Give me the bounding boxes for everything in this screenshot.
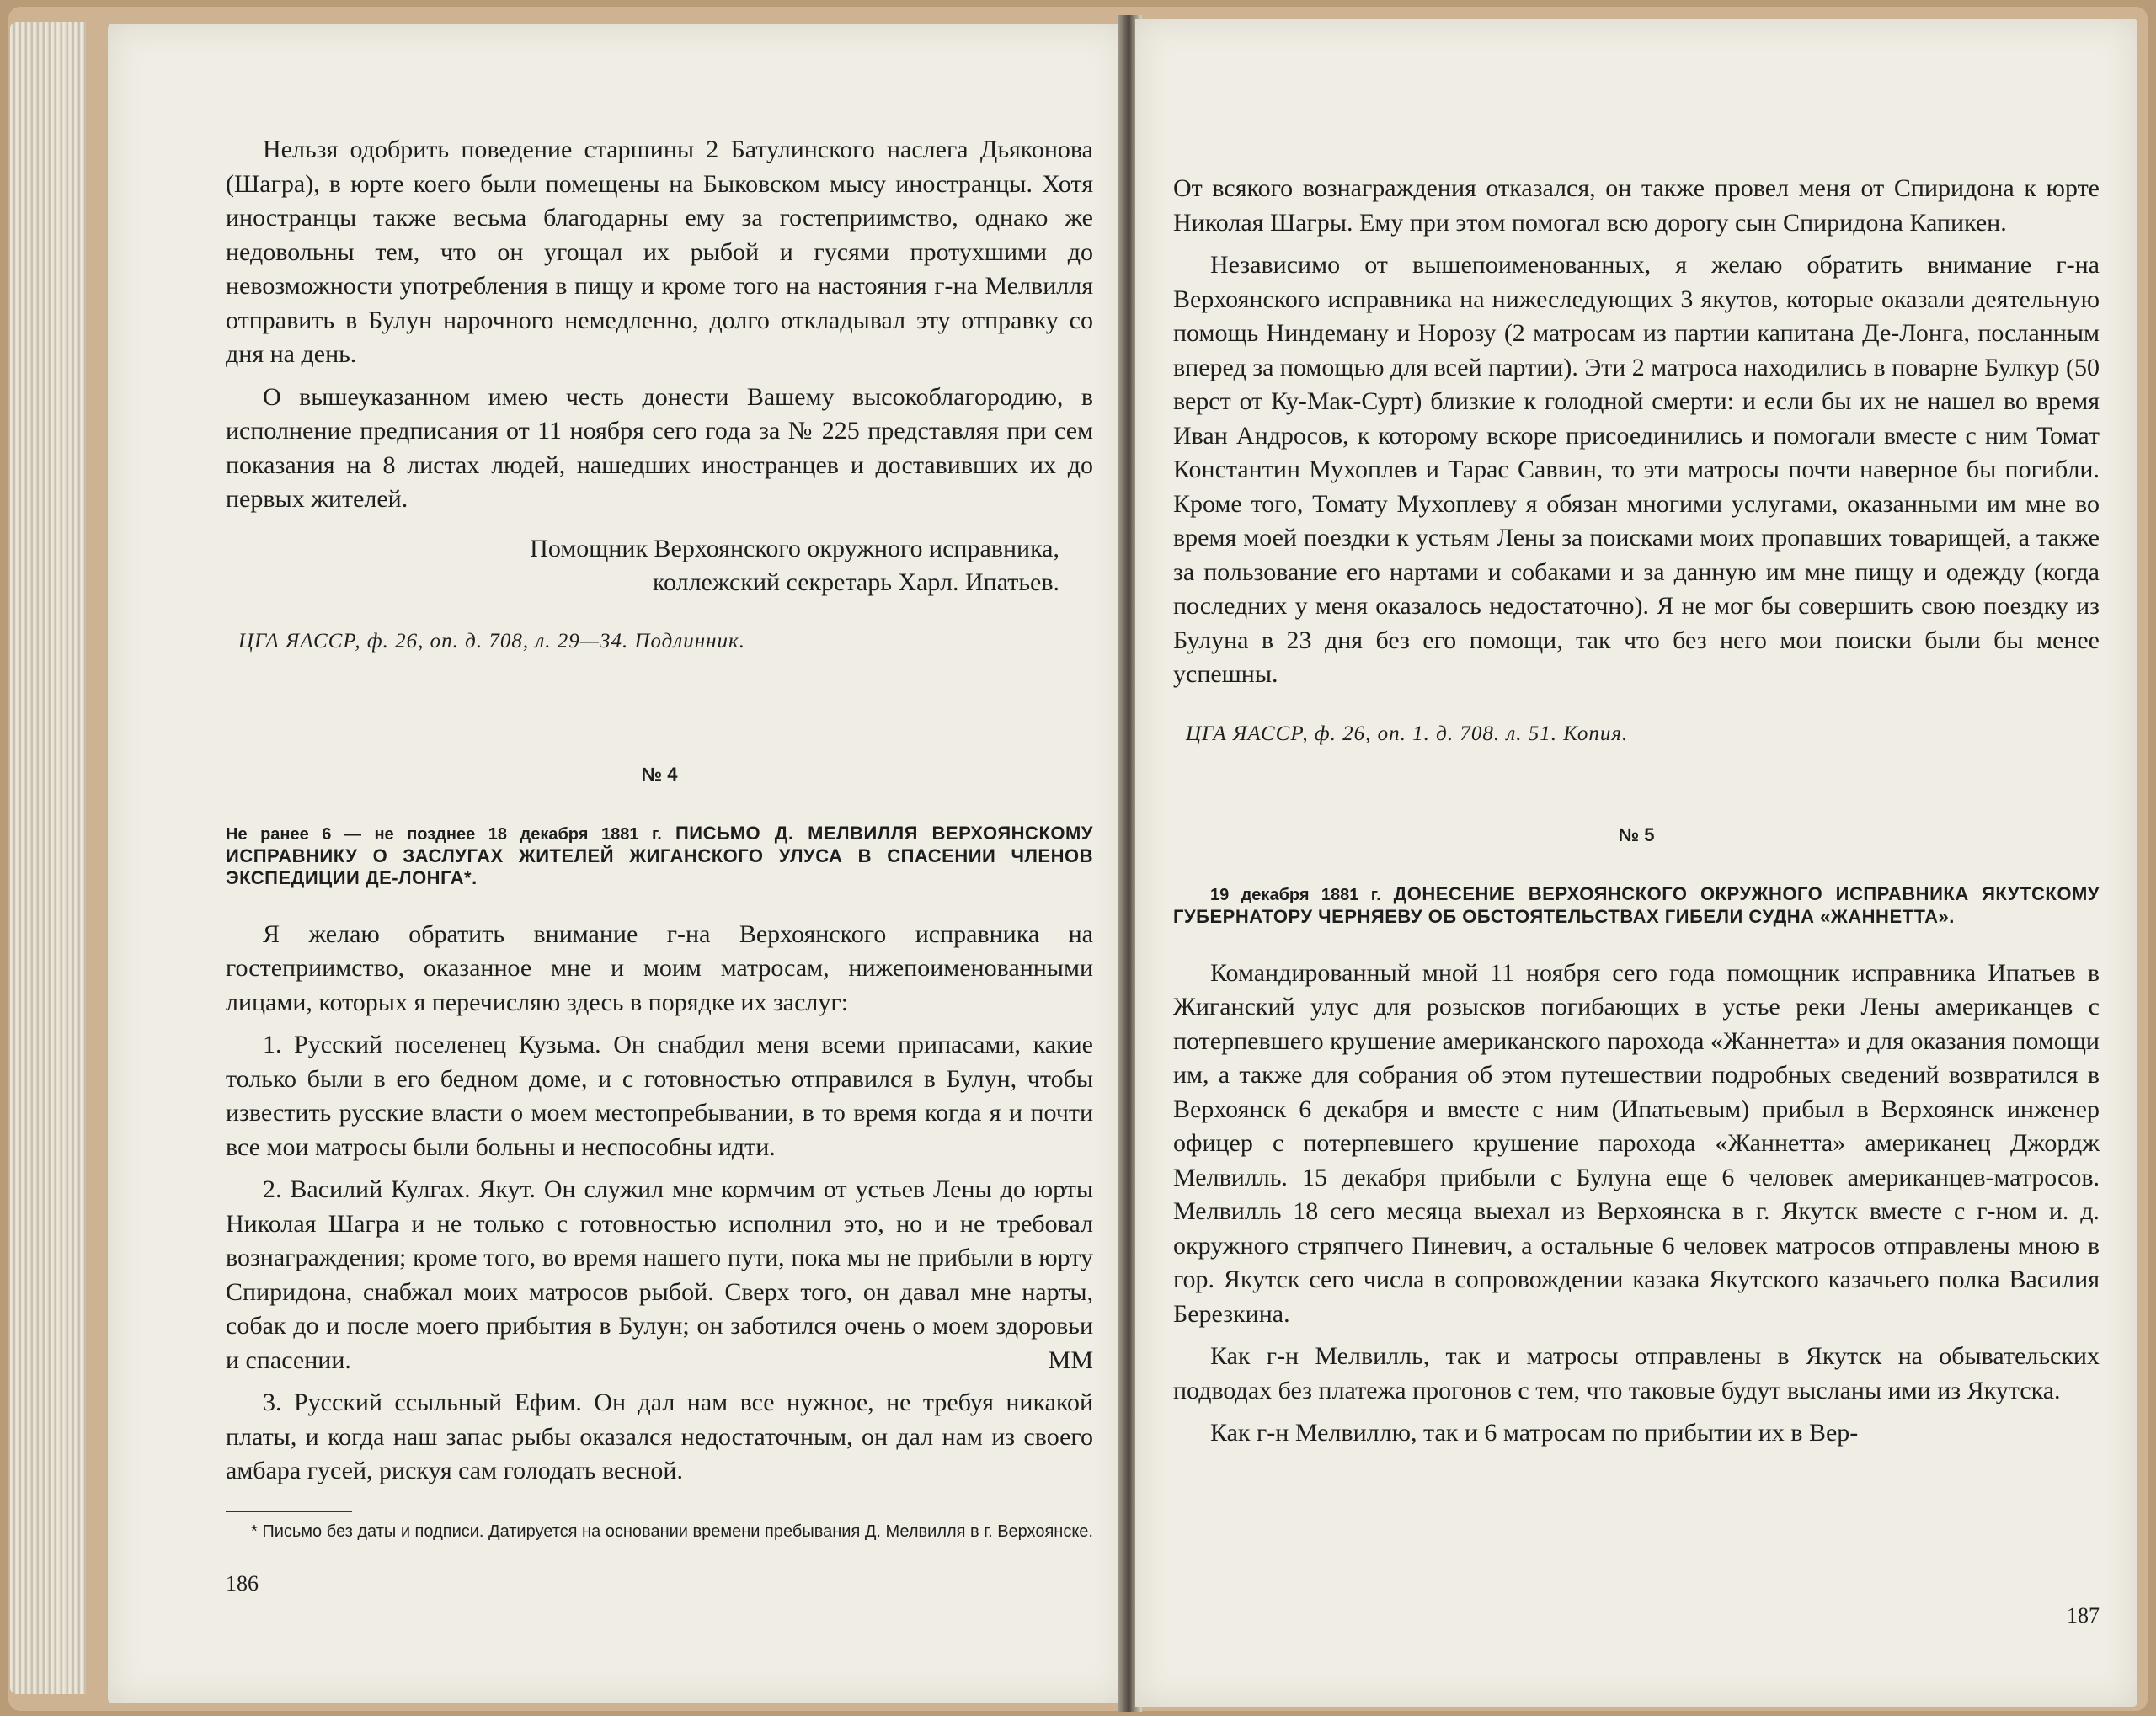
signature-line: коллежский секретарь Харл. Ипатьев.: [652, 568, 1059, 596]
signature-block: [226, 532, 1059, 600]
right-page-text: [1173, 172, 2100, 1459]
left-page-text: [226, 133, 1093, 1543]
page-edges: [10, 22, 86, 1694]
document-heading: [226, 823, 1093, 889]
page-number: 187: [2067, 1603, 2100, 1628]
paragraph-text: 2. Василий Кулгах. Якут. Он служил мне кормчим от устьев Лены до юрты Николая Шагра и не только с готовностью исполнил это, но и не требовал вознаграждения; кроме того, во время нашего пути, пока мы не прибыли в юрту Спиридона, снабжал моих матросов рыбой. Сверх того, он давал мне нарты, собак до и после моего прибытия в Булун; он заботился очень о моем здоровьи и спасении.: [226, 1175, 1093, 1374]
document-heading: [1173, 883, 2100, 928]
archive-reference: ЦГА ЯАССР, ф. 26, оп. 1. д. 708. л. 51. Копия.: [1186, 722, 1629, 745]
heading-title: ПИСЬМО Д. МЕЛВИЛЛЯ ВЕРХОЯНСКОМУ ИСПРАВНИКУ О ЗАСЛУГАХ ЖИТЕЛЕЙ ЖИГАНСКОГО УЛУСА В СПАСЕНИИ ЧЛЕНОВ ЭКСПЕДИЦИИ ДЕ-ЛОНГА*.: [226, 822, 1093, 888]
heading-date: 19 декабря 1881 г.: [1210, 885, 1381, 904]
paragraph: Независимо от вышепоименованных, я желаю обратить внимание г-на Верхоянского исправника на нижеследующих 3 якутов, которые оказали деятельную помощь Ниндеману и Норозу (2 матросам из партии капитана Де-Лонга, посланным вперед за помощью для всей партии). Эти 2 матроса находились в поварне Булкур (50 верст от Ку-Мак-Сурт) близкие к голодной смерти: и если бы их не нашел во время Иван Андросов, к которому вскоре присоединились и помогали вместе с ним Томат Константин Мухоплев и Тарас Саввин, то эти матросы почти наверное бы погибли. Кроме того, Томату Мухоплеву я обязан многими услугами, оказанными им мне во время моей поездки к устьям Лены за поисками моих пропавших товарищей, а также за пользование его нартами и собаками и за данную им мне пищу и одежду (когда последних у меня оказалось недостаточно). Я не мог бы совершить свою поездку из Булуна в 23 дня без его помощи, так что без него мои поиски были бы менее успешны.: [1173, 251, 2100, 688]
footnote: * Письмо без даты и подписи. Датируется на основании времени пребывания Д. Мелвилля в г. Верхоянске.: [251, 1521, 1093, 1541]
heading-title: ДОНЕСЕНИЕ ВЕРХОЯНСКОГО ОКРУЖНОГО ИСПРАВНИКА ЯКУТСКОМУ ГУБЕРНАТОРУ ЧЕРНЯЕВУ ОБ ОБСТОЯТЕЛЬСТВАХ ГИБЕЛИ СУДНА «ЖАННЕТТА».: [1173, 882, 2100, 927]
paragraph: [226, 1173, 1093, 1378]
paragraph: О вышеуказанном имею честь донести Вашему высокоблагородию, в исполнение предписания от 11 ноября сего года за № 225 представляя при сем показания на 8 листах людей, нашедших иностранцев и доставивших их до первых жителей.: [226, 382, 1093, 513]
document-number: № 4: [641, 764, 678, 785]
paragraph: Как г-н Мелвиллю, так и 6 матросам по прибытии их в Вер-: [1210, 1419, 1859, 1447]
heading-date: Не ранее 6 — не позднее 18 декабря 1881 г.: [226, 824, 662, 844]
document-number: № 5: [1618, 824, 1655, 845]
paragraph: Я желаю обратить внимание г-на Верхоянского исправника на гостеприимство, оказанное мне и моим матросам, нижепоименованными лицами, которых я перечисляю здесь в порядке их заслуг:: [226, 919, 1093, 1016]
paragraph: От всякого вознаграждения отказался, он также провел меня от Спиридона к юрте Николая Шагры. Ему при этом помогал всю дорогу сын Спиридона Капикен.: [1173, 174, 2100, 237]
right-page: [1135, 19, 2137, 1707]
footnote-rule: [226, 1511, 352, 1512]
margin-mark: ММ: [1048, 1346, 1093, 1374]
signature-line: Помощник Верхоянского окружного исправника,: [530, 534, 1059, 562]
archive-reference: ЦГА ЯАССР, ф. 26, оп. д. 708, л. 29—34. Подлинник.: [238, 629, 745, 653]
paragraph: Как г-н Мелвилль, так и матросы отправлены в Якутск на обывательских подводах без платежа прогонов с тем, что таковые будут высланы ими из Якутска.: [1173, 1342, 2100, 1404]
page-number: 186: [226, 1571, 259, 1596]
paragraph: 3. Русский ссыльный Ефим. Он дал нам все нужное, не требуя никакой платы, и когда наш запас рыбы оказался недостаточным, он дал нам из своего амбара гусей, рискуя сам голодать весной.: [226, 1388, 1093, 1484]
left-page: [108, 24, 1127, 1703]
paragraph: Нельзя одобрить поведение старшины 2 Батулинского наслега Дьяконова (Шагра), в юрте коего были помещены на Быковском мысу иностранцы. Хотя иностранцы также весьма благодарны ему за гостеприимство, однако же недовольны тем, что он угощал их рыбой и гусями протухшими до невозможности употребления в пищу и кроме того на настояния г-на Мелвилля отправить в Булун нарочного немедленно, долго откладывал эту отправку со дня на день.: [226, 136, 1093, 368]
paragraph: 1. Русский поселенец Кузьма. Он снабдил меня всеми припасами, какие только были в его бедном доме, и с готовностью отправился в Булун, чтобы известить русские власти о моем местопребывании, в то время когда я и почти все мои матросы были больны и неспособны идти.: [226, 1031, 1093, 1161]
book: [8, 7, 2148, 1711]
paragraph: Командированный мной 11 ноября сего года помощник исправника Ипатьев в Жиганский улус для розысков погибающих в устье реки Лены американцев с потерпевшего крушение американского парохода «Жаннетта» и для оказания помощи им, а также для собрания об этом путешествии подробных сведений возвратился в Верхоянск 6 декабря и вместе с ним (Ипатьевым) прибыл в Верхоянск инженер офицер с потерпевшего крушение парохода «Жаннетта» американец Джордж Мелвилль. 15 декабря прибыли с Булуна еще 6 человек американцев-матросов. Мелвилль 18 сего месяца выехал из Верхоянска в г. Якутск вместе с г-ном и. д. окружного стряпчего Пиневич, а остальные 6 человек матросов отправлены мною в гор. Якутск сего числа в сопровождении казака Якутского казачьего полка Василия Березкина.: [1173, 958, 2100, 1328]
